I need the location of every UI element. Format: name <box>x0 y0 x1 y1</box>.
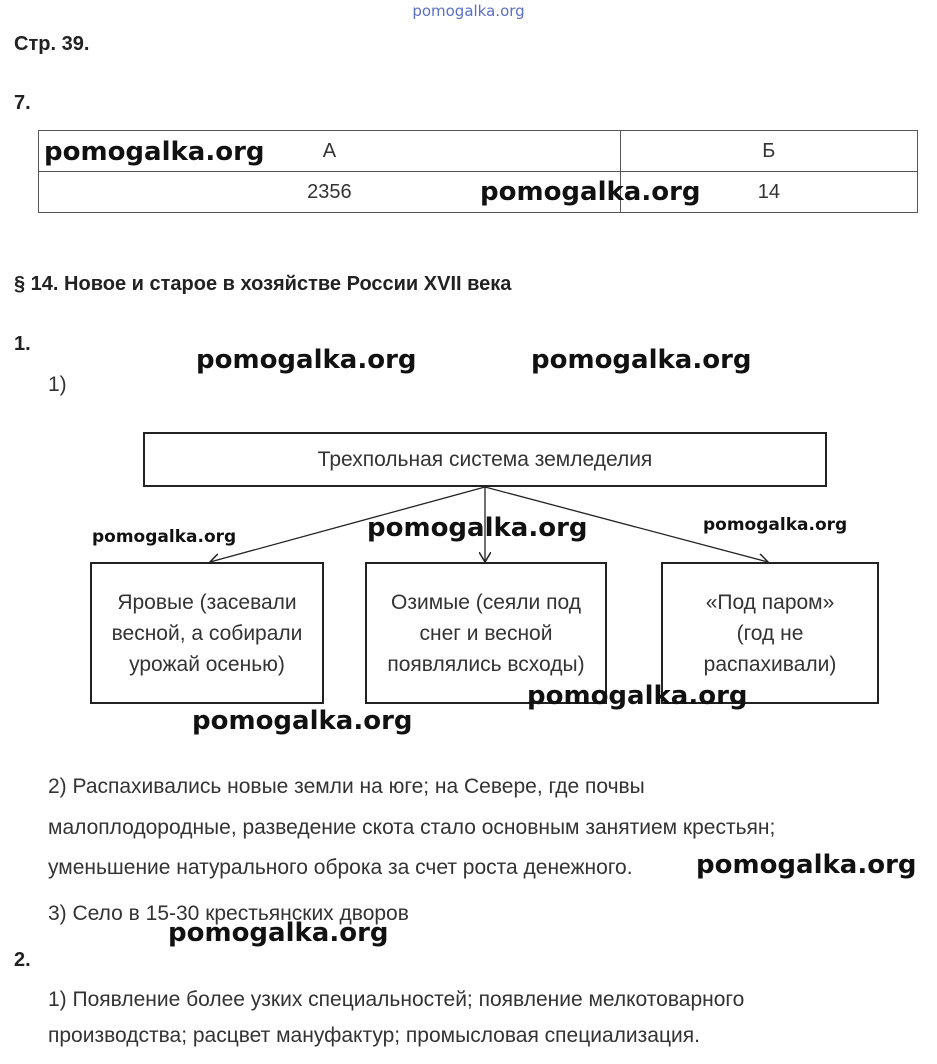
watermark-overlay: pomogalka.org <box>367 513 588 543</box>
watermark-overlay: pomogalka.org <box>44 137 265 167</box>
cell-b-value: 14 <box>757 180 780 203</box>
watermark-overlay: pomogalka.org <box>168 918 389 948</box>
header-b-label: Б <box>762 139 776 162</box>
watermark-overlay: pomogalka.org <box>696 850 917 880</box>
watermark-overlay: pomogalka.org <box>192 706 413 736</box>
diagram-box-fallow-label: «Под паром» (год не распахивали) <box>703 590 837 676</box>
subtask-2-line-3: уменьшение натурального оброка за счет роста денежного. <box>48 856 633 879</box>
task-7-number: 7. <box>14 92 31 114</box>
watermark-overlay: pomogalka.org <box>531 345 752 375</box>
task-1-number: 1. <box>14 333 31 355</box>
diagram-box-winter-label: Озимые (сеяли под снег и весной появлялись всходы) <box>387 590 585 676</box>
watermark-overlay: pomogalka.org <box>480 177 701 207</box>
subtask-1-label: 1) <box>48 373 67 396</box>
diagram-box-spring <box>90 562 324 704</box>
watermark-overlay: pomogalka.org <box>196 345 417 375</box>
task-2-number: 2. <box>14 949 31 971</box>
watermark-overlay: pomogalka.org <box>92 527 237 547</box>
watermark-overlay: pomogalka.org <box>703 515 848 535</box>
page-reference: Стр. 39. <box>14 33 90 55</box>
task-2-line-2: производства; расцвет мануфактур; промысловая специализация. <box>48 1024 700 1047</box>
header-a-label: А <box>322 139 337 162</box>
top-watermark: pomogalka.org <box>412 2 525 20</box>
subtask-3-text: 3) Село в 15-30 крестьянских дворов <box>48 902 409 925</box>
diagram-box-spring-label: Яровые (засевали весной, а собирали урожай осенью) <box>111 590 303 676</box>
diagram-top-label: Трехпольная система земледелия <box>317 448 653 471</box>
section-title: § 14. Новое и старое в хозяйстве России XVII века <box>14 273 512 295</box>
watermark-overlay: pomogalka.org <box>527 681 748 711</box>
subtask-2-line-2: малоплодородные, разведение скота стало основным занятием крестьян; <box>48 816 776 839</box>
subtask-2-line-1: 2) Распахивались новые земли на юге; на Севере, где почвы <box>48 775 645 798</box>
task-2-line-1: 1) Появление более узких специальностей; появление мелкотоварного <box>48 988 745 1011</box>
cell-a-value: 2356 <box>307 180 352 203</box>
